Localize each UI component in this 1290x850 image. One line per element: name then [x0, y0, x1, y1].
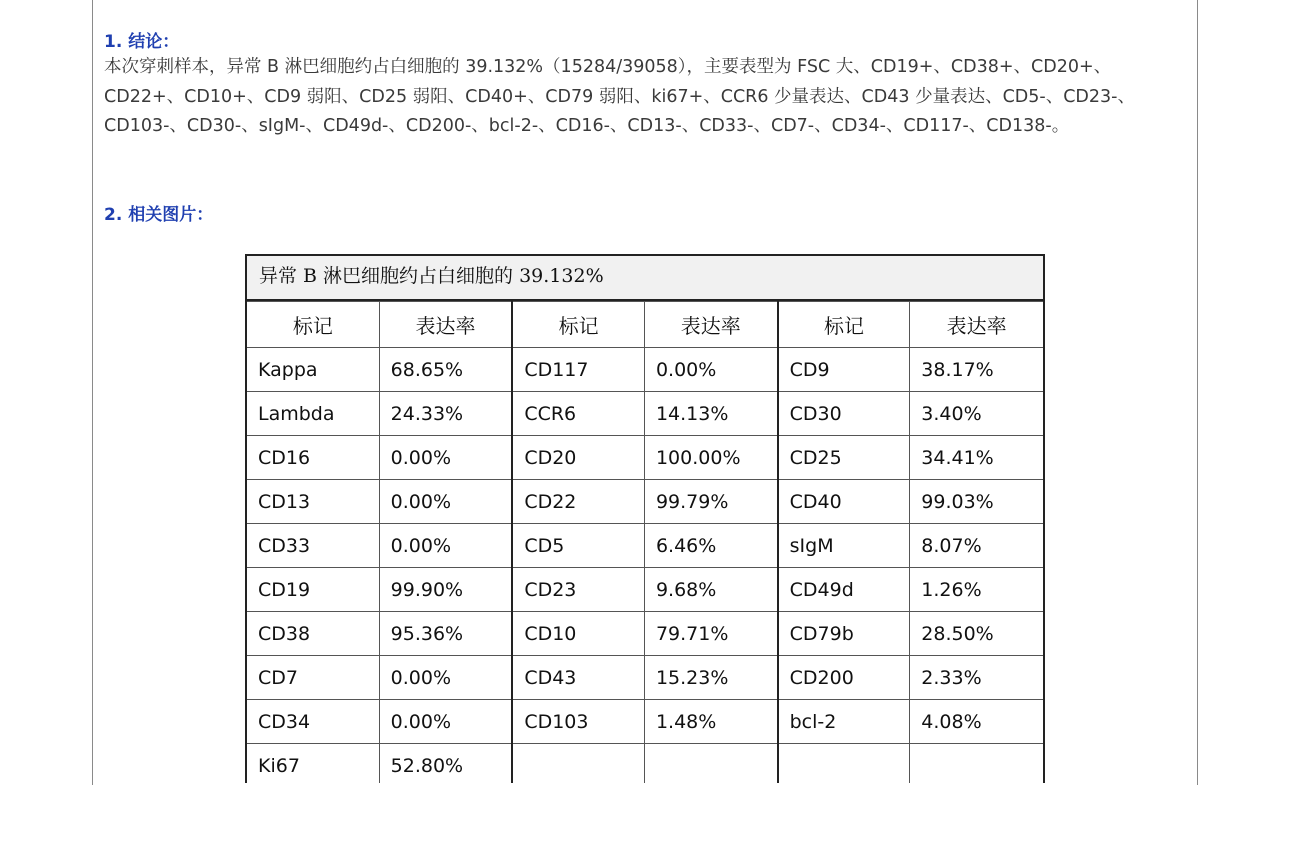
table-row — [247, 700, 1043, 744]
expression-rate-cell: 0.00% — [644, 348, 777, 392]
marker-name-cell: CD19 — [247, 568, 379, 612]
marker-name-cell: CD10 — [512, 612, 644, 656]
table-row — [247, 656, 1043, 700]
table-row — [247, 744, 1043, 788]
expression-rate-cell: 1.48% — [644, 700, 777, 744]
marker-table — [247, 301, 1043, 788]
marker-name-cell: bcl-2 — [778, 700, 910, 744]
marker-name-cell: CD34 — [247, 700, 379, 744]
expression-rate-cell: 8.07% — [910, 524, 1043, 568]
expression-rate-cell: 68.65% — [379, 348, 512, 392]
expression-rate-cell: 15.23% — [644, 656, 777, 700]
marker-name-cell: CD200 — [778, 656, 910, 700]
expression-rate-cell: 52.80% — [379, 744, 512, 788]
table-row — [247, 568, 1043, 612]
marker-name-cell: Kappa — [247, 348, 379, 392]
page-cutoff — [245, 783, 1045, 850]
expression-rate-cell: 0.00% — [379, 524, 512, 568]
expression-rate-cell: 99.90% — [379, 568, 512, 612]
marker-name-cell: CD117 — [512, 348, 644, 392]
header-marker: 标记 — [247, 302, 379, 348]
expression-rate-cell: 79.71% — [644, 612, 777, 656]
marker-name-cell: CD20 — [512, 436, 644, 480]
marker-name-cell: CD7 — [247, 656, 379, 700]
table-row — [247, 392, 1043, 436]
marker-name-cell: Lambda — [247, 392, 379, 436]
expression-rate-cell: 0.00% — [379, 480, 512, 524]
expression-rate-cell: 99.03% — [910, 480, 1043, 524]
marker-name-cell: CD22 — [512, 480, 644, 524]
conclusion-heading: 1. 结论： — [104, 32, 180, 52]
marker-expression-table — [245, 254, 1045, 784]
expression-rate-cell: 2.33% — [910, 656, 1043, 700]
expression-rate-cell: 1.26% — [910, 568, 1043, 612]
header-marker: 标记 — [512, 302, 644, 348]
page-border-right — [1197, 0, 1198, 785]
marker-name-cell: CD43 — [512, 656, 644, 700]
header-rate: 表达率 — [910, 302, 1043, 348]
expression-rate-cell — [910, 744, 1043, 788]
marker-name-cell: CD40 — [778, 480, 910, 524]
table-row — [247, 348, 1043, 392]
table-row — [247, 436, 1043, 480]
expression-rate-cell: 24.33% — [379, 392, 512, 436]
header-rate: 表达率 — [644, 302, 777, 348]
conclusion-text: 本次穿刺样本，异常 B 淋巴细胞约占白细胞的 39.132%（15284/39058），主要表型为 FSC 大、CD19+、CD38+、CD20+、CD22+、CD10+、CD9 弱阳、CD25 弱阳、CD40+、CD79 弱阳、ki67+、CCR6 少量表达、CD43 少量表达、CD5-、CD23-、CD103-、CD30-、sIgM-、CD49d-、CD200-、bcl-2-、CD16-、CD13-、CD33-、CD7-、CD34-、CD117-、CD138-。 — [104, 57, 1135, 136]
marker-name-cell: CD23 — [512, 568, 644, 612]
marker-name-cell: CCR6 — [512, 392, 644, 436]
marker-name-cell: CD79b — [778, 612, 910, 656]
table-header-row — [247, 302, 1043, 348]
marker-name-cell — [512, 744, 644, 788]
images-heading: 2. 相关图片： — [104, 205, 214, 225]
marker-name-cell: CD30 — [778, 392, 910, 436]
marker-name-cell: CD38 — [247, 612, 379, 656]
expression-rate-cell: 6.46% — [644, 524, 777, 568]
expression-rate-cell: 38.17% — [910, 348, 1043, 392]
marker-name-cell: CD49d — [778, 568, 910, 612]
marker-name-cell: CD33 — [247, 524, 379, 568]
header-rate: 表达率 — [379, 302, 512, 348]
marker-name-cell — [778, 744, 910, 788]
marker-name-cell: CD16 — [247, 436, 379, 480]
marker-name-cell: CD9 — [778, 348, 910, 392]
marker-name-cell: CD5 — [512, 524, 644, 568]
expression-rate-cell: 28.50% — [910, 612, 1043, 656]
table-title: 异常 B 淋巴细胞约占白细胞的 39.132% — [247, 256, 1043, 301]
expression-rate-cell: 100.00% — [644, 436, 777, 480]
expression-rate-cell: 0.00% — [379, 700, 512, 744]
expression-rate-cell — [644, 744, 777, 788]
expression-rate-cell: 0.00% — [379, 656, 512, 700]
marker-name-cell: CD13 — [247, 480, 379, 524]
marker-name-cell: CD25 — [778, 436, 910, 480]
expression-rate-cell: 9.68% — [644, 568, 777, 612]
table-row — [247, 524, 1043, 568]
expression-rate-cell: 3.40% — [910, 392, 1043, 436]
expression-rate-cell: 99.79% — [644, 480, 777, 524]
expression-rate-cell: 95.36% — [379, 612, 512, 656]
header-marker: 标记 — [778, 302, 910, 348]
expression-rate-cell: 34.41% — [910, 436, 1043, 480]
marker-name-cell: sIgM — [778, 524, 910, 568]
expression-rate-cell: 0.00% — [379, 436, 512, 480]
table-row — [247, 612, 1043, 656]
table-row — [247, 480, 1043, 524]
marker-name-cell: CD103 — [512, 700, 644, 744]
expression-rate-cell: 14.13% — [644, 392, 777, 436]
expression-rate-cell: 4.08% — [910, 700, 1043, 744]
marker-name-cell: Ki67 — [247, 744, 379, 788]
page-border-left — [92, 0, 93, 785]
